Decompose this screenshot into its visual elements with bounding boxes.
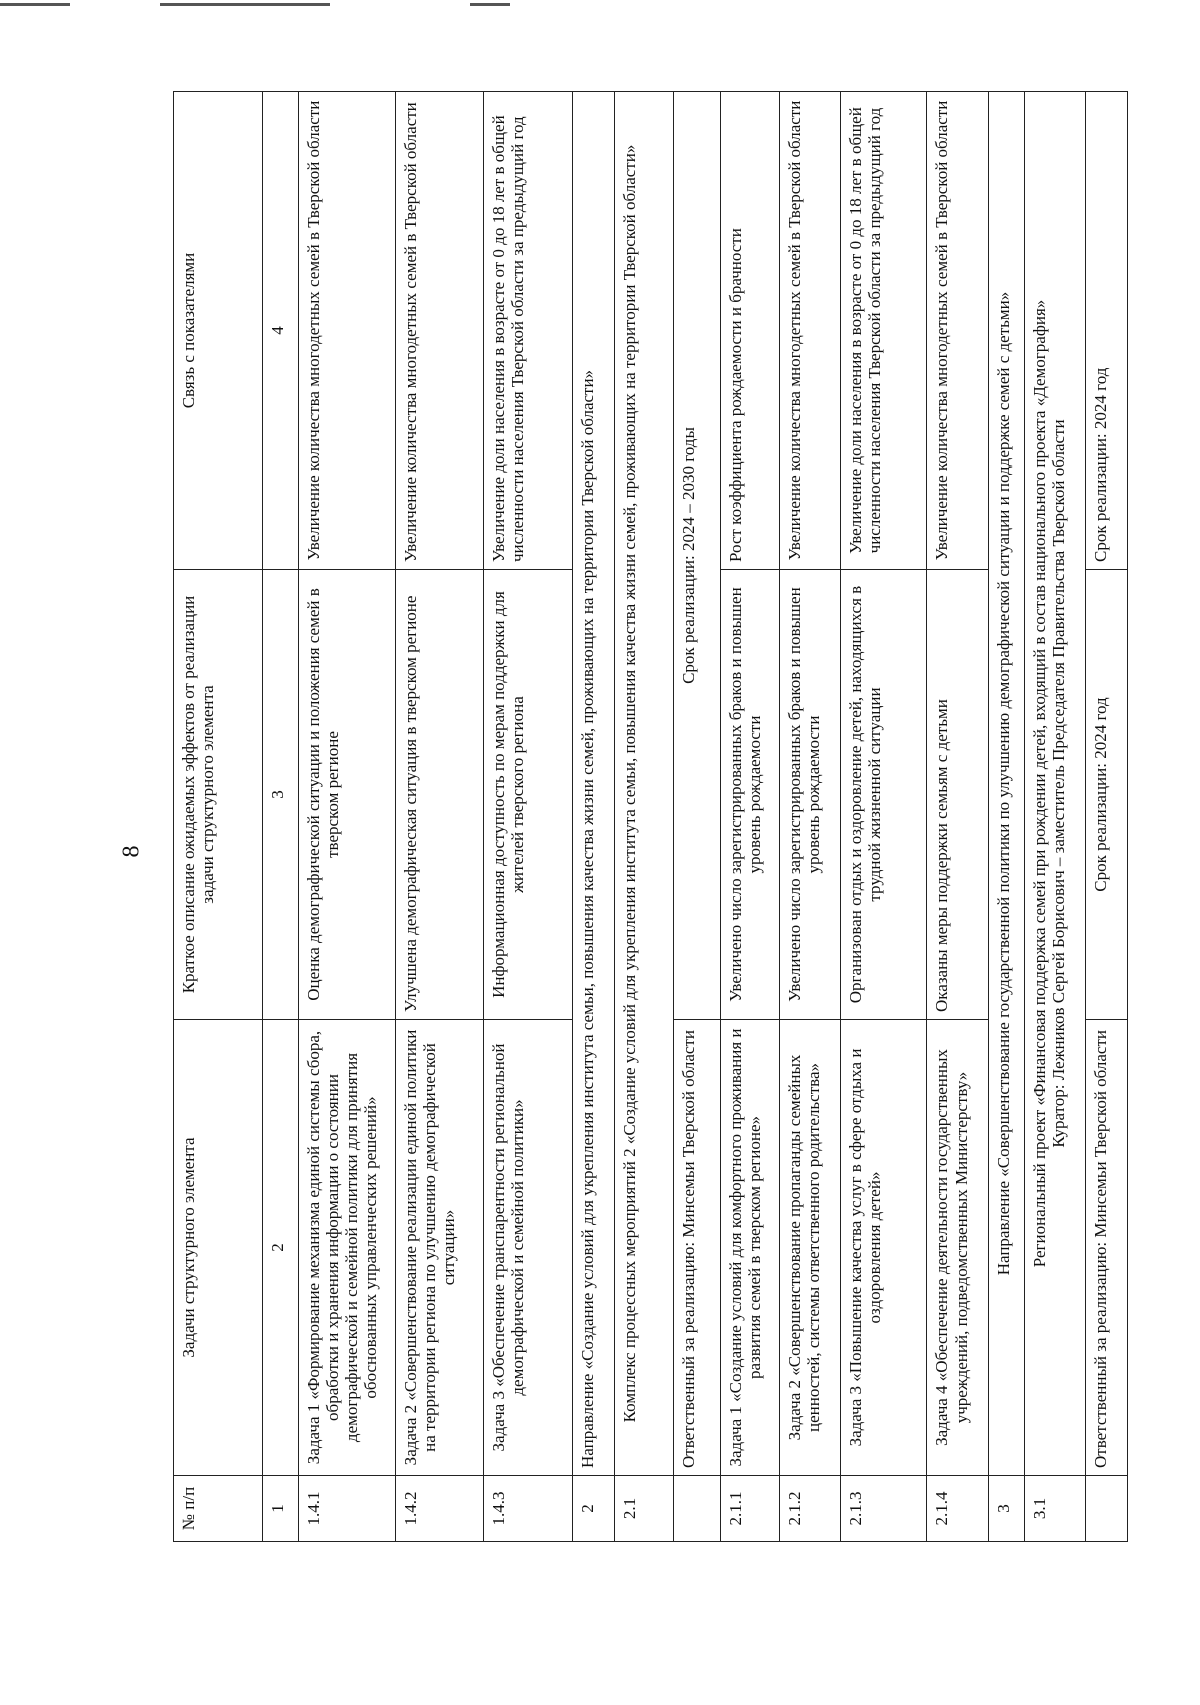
project-row	[1024, 92, 1085, 1542]
complex-num: 2.1	[615, 1476, 674, 1542]
table-row	[779, 92, 840, 1542]
table-row	[927, 92, 988, 1542]
table-row	[720, 92, 779, 1542]
complex-row	[615, 92, 674, 1542]
row-num: 1.4.1	[298, 1476, 395, 1542]
row-num: 2.1.1	[720, 1476, 779, 1542]
responsible-text: Ответственный за реализацию: Минсемьи Тверской области	[674, 1020, 720, 1476]
responsible-text: Ответственный за реализацию: Минсемьи Тверской области	[1085, 1020, 1127, 1476]
program-table	[173, 91, 1128, 1542]
row-task: Задача 2 «Совершенствование пропаганды семейных ценностей, системы ответственного родительства»	[779, 1020, 840, 1476]
scan-edge	[0, 0, 1200, 10]
row-indicator: Увеличение доли населения в возрасте от 0 до 18 лет в общей численности населения Тверской области за предыдущий год	[484, 92, 573, 570]
header-indicators: Связь с показателями	[174, 92, 263, 570]
project-num: 3.1	[1024, 1476, 1085, 1542]
row-indicator: Рост коэффициента рождаемости и брачности	[720, 92, 779, 570]
direction-row	[988, 92, 1024, 1542]
project-name: Региональный проект «Финансовая поддержка семей при рождении детей, входящий в состав национального проекта «Демография»	[1029, 299, 1049, 1268]
direction-num: 2	[572, 1476, 614, 1542]
header-effects: Краткое описание ожидаемых эффектов от реализации задачи структурного элемента	[174, 570, 263, 1020]
responsible-row	[1085, 92, 1127, 1542]
project-curator: Куратор: Лежников Сергей Борисович – заместитель Председателя Правительства Тверской области	[1048, 419, 1068, 1148]
row-effect: Информационная доступность по мерам поддержки для жителей тверского региона	[484, 570, 573, 1020]
row-task: Задача 3 «Повышение качества услуг в сфере отдыха и оздоровления детей»	[840, 1020, 927, 1476]
row-task: Задача 4 «Обеспечение деятельности государственных учреждений, подведомственных Министерству»	[927, 1020, 988, 1476]
direction-num: 3	[988, 1476, 1024, 1542]
row-task: Задача 1 «Формирование механизма единой системы сбора, обработки и хранения информации о состоянии демографической и семейной политики для принятия обоснованных управленческих решений»	[298, 1020, 395, 1476]
numbering-cell: 3	[262, 570, 298, 1020]
empty-cell	[1085, 1476, 1127, 1542]
table-row	[298, 92, 395, 1542]
row-num: 1.4.3	[484, 1476, 573, 1542]
row-indicator: Увеличение количества многодетных семей в Тверской области	[779, 92, 840, 570]
row-effect: Увеличено число зарегистрированных браков и повышен уровень рождаемости	[779, 570, 840, 1020]
term-text: Срок реализации: 2024 – 2030 годы	[674, 92, 720, 1020]
row-effect: Оказаны меры поддержки семьям с детьми	[927, 570, 988, 1020]
row-task: Задача 1 «Создание условий для комфортного проживания и развития семей в тверском регионе»	[720, 1020, 779, 1476]
row-num: 2.1.3	[840, 1476, 927, 1542]
row-effect: Оценка демографической ситуации и положения семей в тверском регионе	[298, 570, 395, 1020]
empty-cell	[674, 1476, 720, 1542]
row-effect: Организован отдых и оздоровление детей, находящихся в трудной жизненной ситуации	[840, 570, 927, 1020]
direction-title: Направление «Создание условий для укрепления института семьи, повышения качества жизни семей, проживающих на территории Тверской области»	[572, 92, 614, 1476]
row-num: 2.1.4	[927, 1476, 988, 1542]
numbering-cell: 1	[262, 1476, 298, 1542]
header-tasks: Задачи структурного элемента	[174, 1020, 263, 1476]
row-task: Задача 3 «Обеспечение транспарентности региональной демографической и семейной политики»	[484, 1020, 573, 1476]
row-effect: Улучшена демографическая ситуация в тверском регионе	[395, 570, 484, 1020]
term-text-right: Срок реализации: 2024 год	[1085, 92, 1127, 570]
row-task: Задача 2 «Совершенствование реализации единой политики на территории региона по улучшению демографической ситуации»	[395, 1020, 484, 1476]
table-header-row	[174, 92, 263, 1542]
row-num: 1.4.2	[395, 1476, 484, 1542]
row-indicator: Увеличение количества многодетных семей в Тверской области	[298, 92, 395, 570]
direction-title: Направление «Совершенствование государственной политики по улучшению демографической ситуации и поддержке семей с детьми»	[988, 92, 1024, 1476]
row-num: 2.1.2	[779, 1476, 840, 1542]
complex-title: Комплекс процессных мероприятий 2 «Создание условий для укрепления института семьи, повышения качества жизни семей, проживающих на территории Тверской области»	[615, 92, 674, 1476]
table-row	[395, 92, 484, 1542]
row-indicator: Увеличение доли населения в возрасте от 0 до 18 лет в общей численности населения Тверской области за предыдущий год	[840, 92, 927, 570]
numbering-row	[262, 92, 298, 1542]
project-title	[1024, 92, 1085, 1476]
direction-row	[572, 92, 614, 1542]
numbering-cell: 2	[262, 1020, 298, 1476]
row-indicator: Увеличение количества многодетных семей в Тверской области	[395, 92, 484, 570]
row-effect: Увеличено число зарегистрированных браков и повышен уровень рождаемости	[720, 570, 779, 1020]
numbering-cell: 4	[262, 92, 298, 570]
row-indicator: Увеличение количества многодетных семей в Тверской области	[927, 92, 988, 570]
header-num: № п/п	[174, 1476, 263, 1542]
responsible-row	[674, 92, 720, 1542]
rotated-page	[173, 92, 1128, 1542]
table-row	[840, 92, 927, 1542]
term-text: Срок реализации: 2024 год	[1085, 570, 1127, 1020]
page-number: 8	[118, 845, 145, 858]
table-row	[484, 92, 573, 1542]
